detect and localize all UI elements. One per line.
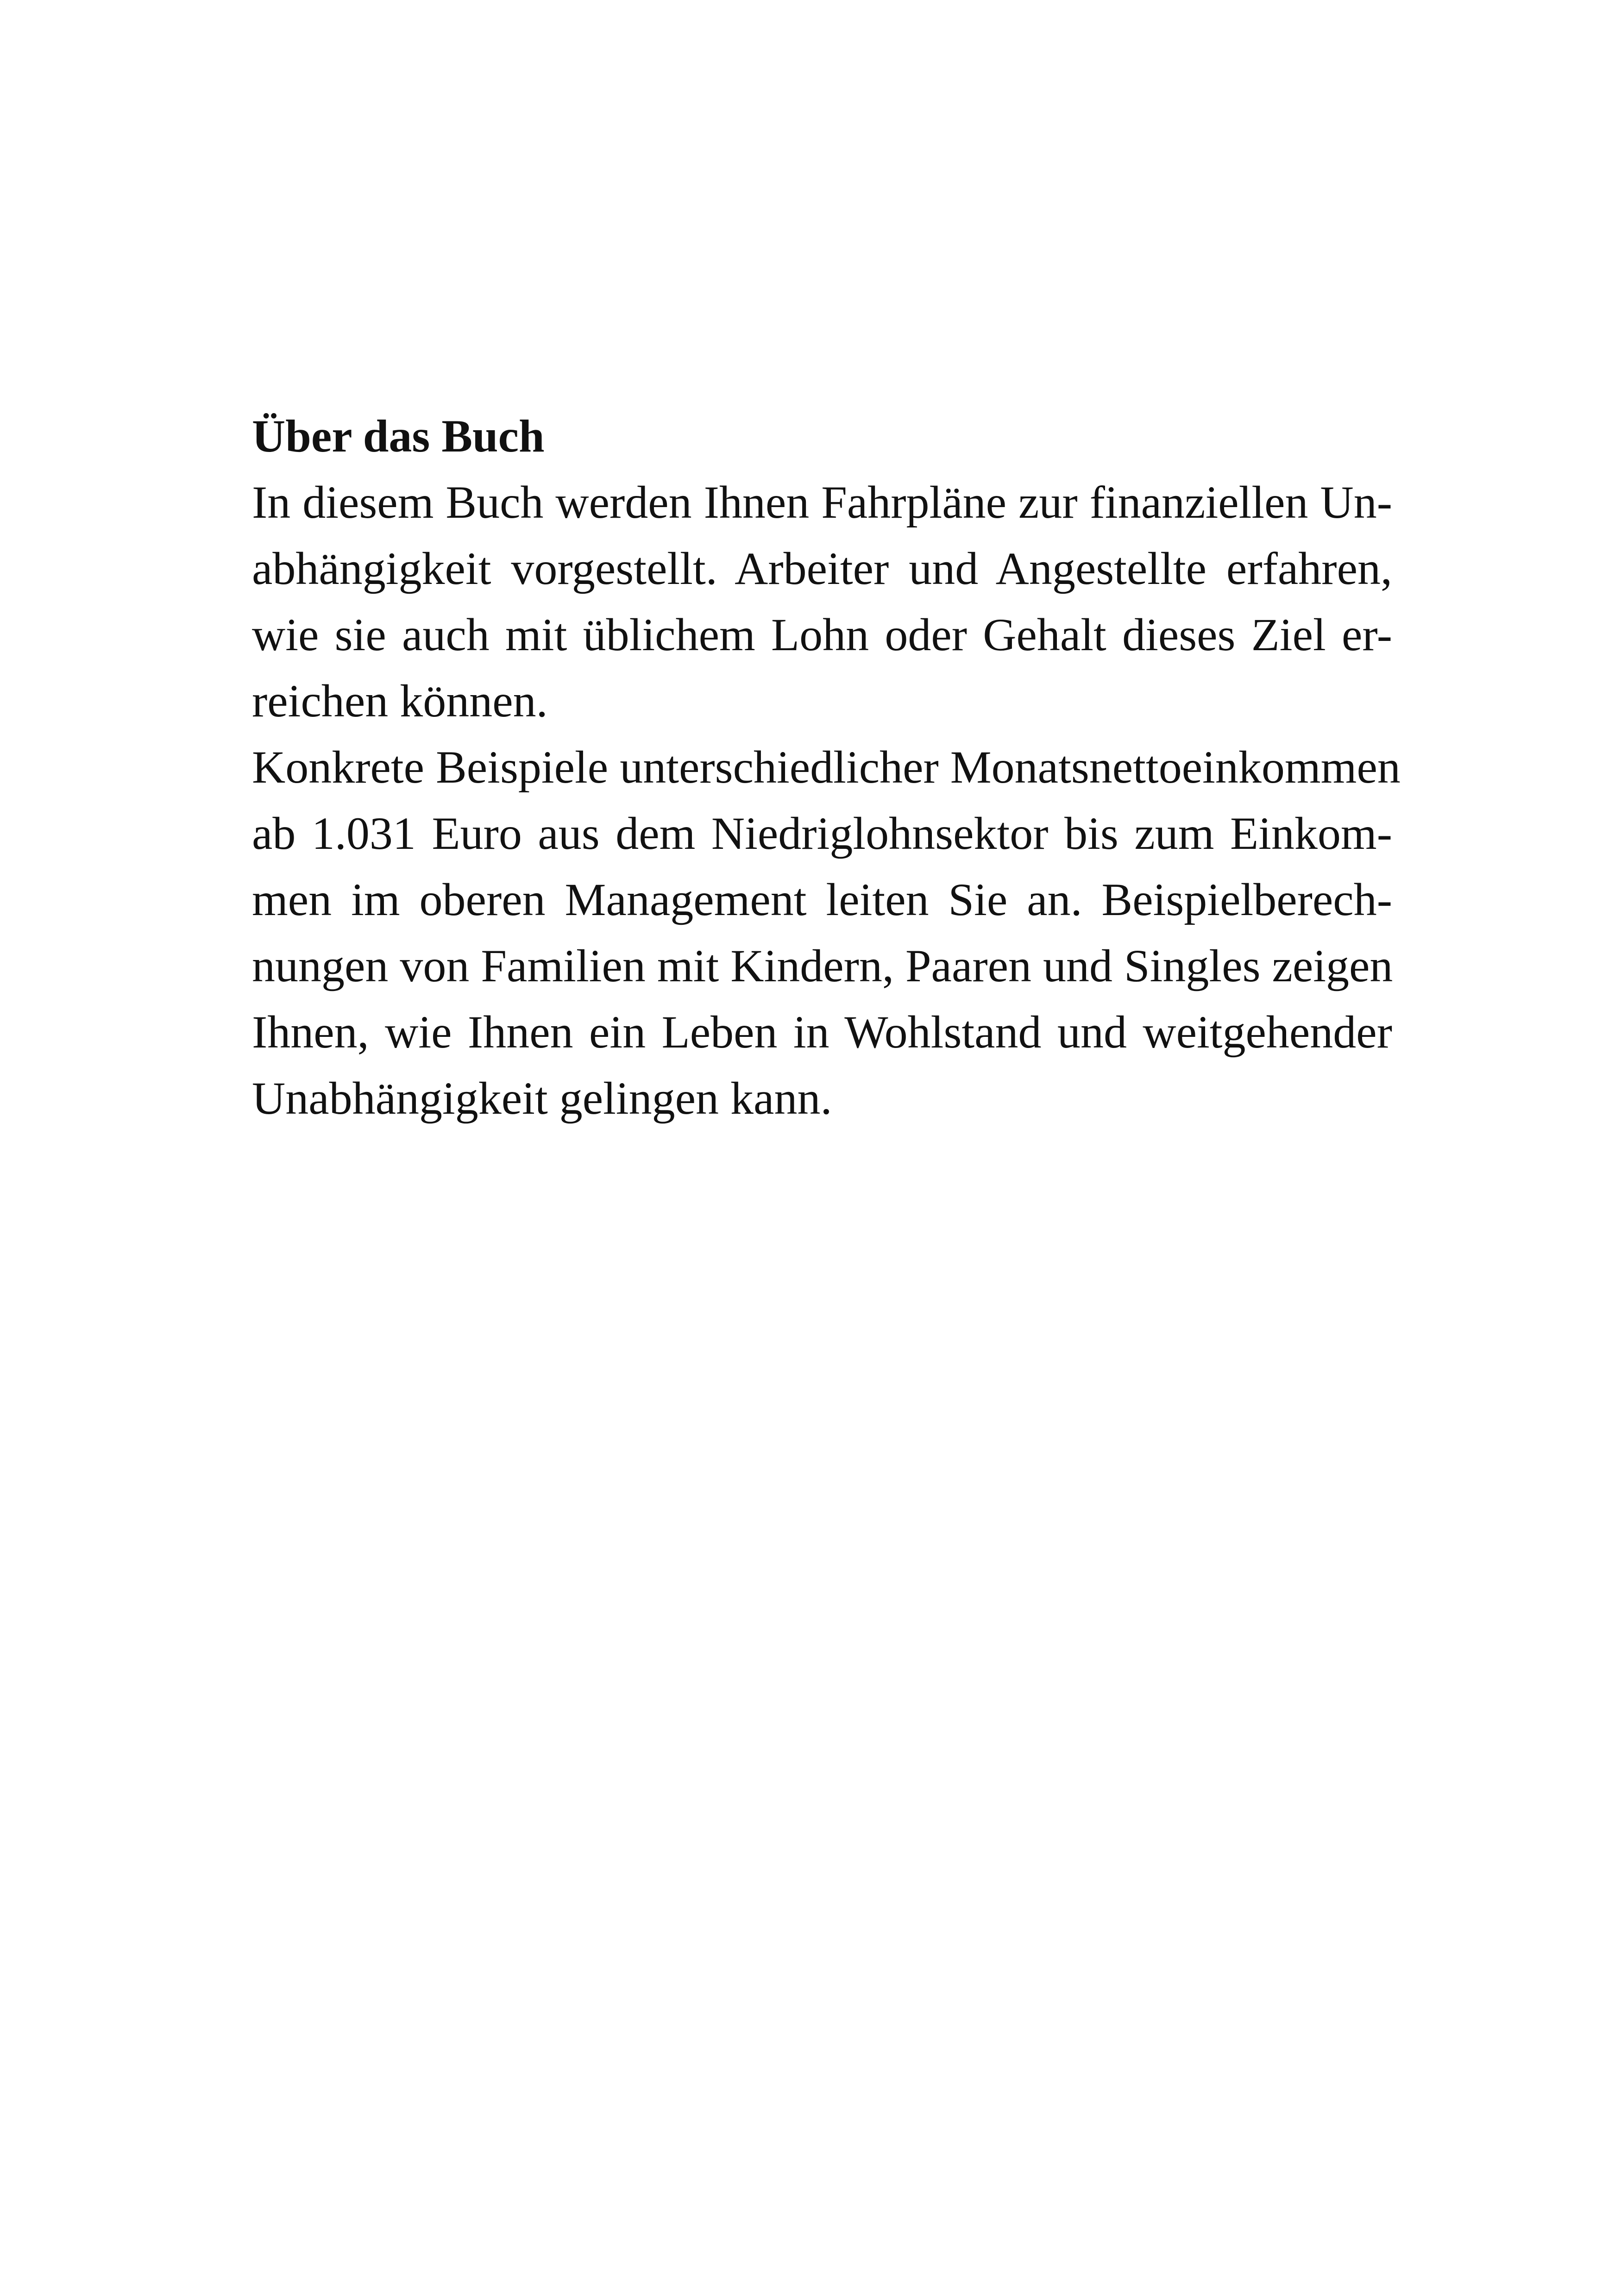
text-line: Ihnen, wie Ihnen ein Leben in Wohlstand und weitgehender bbox=[252, 1006, 1392, 1058]
text-line: reichen können. bbox=[252, 675, 548, 727]
text-line: Konkrete Beispiele unterschiedlicher Monatsnettoeinkommen bbox=[252, 741, 1401, 793]
text-line: abhängigkeit vorgestellt. Arbeiter und Angestellte erfahren, bbox=[252, 543, 1392, 594]
text-line: wie sie auch mit üblichem Lohn oder Gehalt dieses Ziel er- bbox=[252, 609, 1392, 660]
book-description bbox=[252, 403, 1401, 1131]
text-line: ab 1.031 Euro aus dem Niedriglohnsektor bis zum Einkom- bbox=[252, 808, 1392, 859]
text-line: men im oberen Management leiten Sie an. Beispielberech- bbox=[252, 874, 1392, 925]
paragraph-intro bbox=[252, 469, 1392, 734]
text-line: In diesem Buch werden Ihnen Fahrpläne zur finanziellen Un- bbox=[252, 477, 1392, 528]
text-line: Unabhängigkeit gelingen kann. bbox=[252, 1073, 832, 1124]
text-line: nungen von Familien mit Kindern, Paaren und Singles zeigen bbox=[252, 940, 1393, 991]
section-title: Über das Buch bbox=[252, 410, 545, 462]
paragraph-examples bbox=[252, 734, 1401, 1131]
